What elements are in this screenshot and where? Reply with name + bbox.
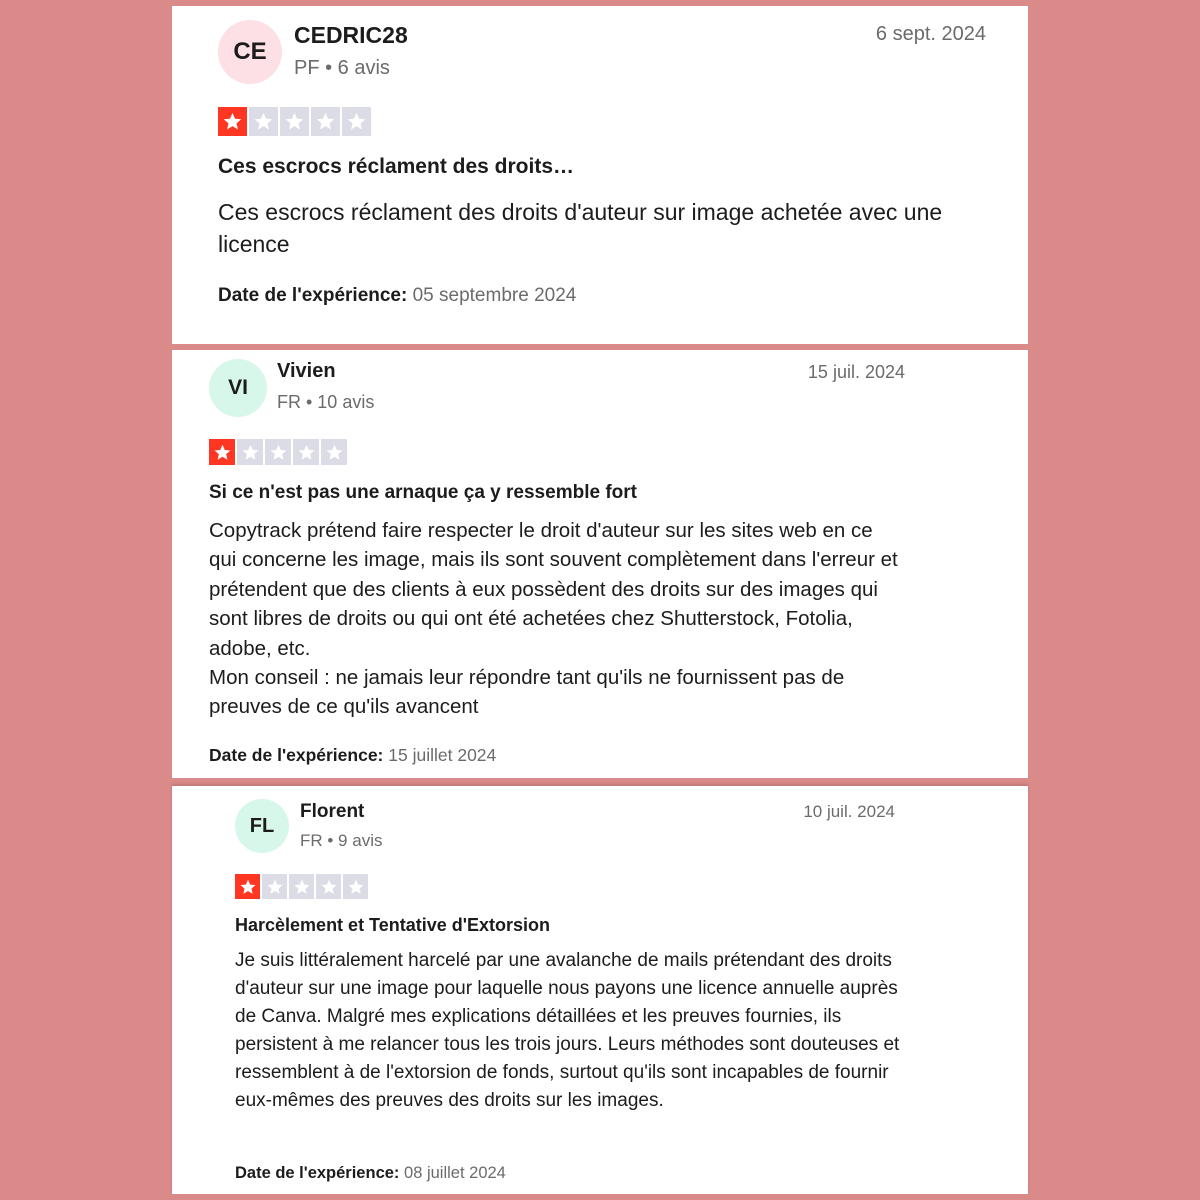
star-empty-icon [293, 439, 319, 465]
experience-date-value: 08 juillet 2024 [404, 1164, 506, 1182]
star-filled-icon [235, 874, 260, 899]
experience-date-label: Date de l'expérience: [218, 285, 408, 306]
avatar-initials: CE [233, 38, 267, 65]
review-paragraph: Mon conseil : ne jamais leur répondre tant qu'ils ne fournissent pas de preuves de ce qu'ils avancent [209, 666, 845, 719]
star-empty-icon [262, 874, 287, 899]
star-empty-icon [289, 874, 314, 899]
star-empty-icon [316, 874, 341, 899]
experience-date [218, 285, 576, 307]
reviewer-meta: FR • 10 avis [277, 392, 375, 412]
review-date: 10 juil. 2024 [803, 802, 895, 821]
review-body [235, 947, 900, 1115]
star-rating [218, 107, 373, 136]
avatar[interactable] [218, 20, 282, 84]
reviewer-meta: PF • 6 avis [294, 57, 390, 79]
review-card [172, 786, 1028, 1194]
star-empty-icon [343, 874, 368, 899]
avatar[interactable] [235, 799, 289, 853]
star-empty-icon [280, 107, 309, 136]
star-empty-icon [321, 439, 347, 465]
star-rating [209, 439, 349, 465]
experience-date-value: 15 juillet 2024 [388, 745, 497, 765]
review-body [218, 196, 988, 260]
star-rating [235, 874, 370, 899]
review-date: 6 sept. 2024 [875, 23, 986, 45]
experience-date-label: Date de l'expérience: [209, 745, 384, 765]
experience-date [209, 745, 496, 766]
review-paragraph: Ces escrocs réclament des droits d'auteur sur image achetée avec une licence [218, 199, 943, 257]
reviewer-meta: FR • 9 avis [300, 831, 383, 850]
review-card [172, 350, 1028, 778]
avatar-initials: FL [249, 814, 275, 837]
star-empty-icon [311, 107, 340, 136]
review-title[interactable]: Harcèlement et Tentative d'Extorsion [235, 915, 551, 935]
star-empty-icon [265, 439, 291, 465]
avatar-initials: VI [228, 376, 248, 399]
reviewer-name[interactable]: Vivien [277, 360, 336, 382]
experience-date-value: 05 septembre 2024 [412, 285, 577, 306]
reviewer-name[interactable]: CEDRIC28 [294, 22, 408, 48]
review-card [172, 6, 1028, 344]
review-body [209, 516, 899, 722]
star-filled-icon [209, 439, 235, 465]
review-title[interactable]: Si ce n'est pas une arnaque ça y ressemble fort [209, 482, 637, 503]
reviewer-name[interactable]: Florent [300, 801, 365, 822]
review-paragraph: Je suis littéralement harcelé par une avalanche de mails prétendant des droits d'auteur sur une image pour laquelle nous payons une licence annuelle auprès de Canva. Malgré mes explications détaillées et les preuves fournies, ils persistent à me relancer tous les trois jours. Leurs méthodes sont douteuses et ressemblent à de l'extorsion de fonds, surtout qu'ils sont incapables de fournir eux-mêmes des preuves des droits sur les images. [235, 950, 900, 1111]
star-empty-icon [237, 439, 263, 465]
star-empty-icon [342, 107, 371, 136]
review-date: 15 juil. 2024 [807, 362, 905, 382]
experience-date [235, 1164, 506, 1183]
star-empty-icon [249, 107, 278, 136]
experience-date-label: Date de l'expérience: [235, 1164, 400, 1182]
review-title[interactable]: Ces escrocs réclament des droits… [218, 155, 574, 178]
star-filled-icon [218, 107, 247, 136]
avatar[interactable] [209, 359, 267, 417]
review-paragraph: Copytrack prétend faire respecter le droit d'auteur sur les sites web en ce qui concerne les image, mais ils sont souvent complètement dans l'erreur et prétendent que des clients à eux possèdent des droits sur des images qui sont libres de droits ou qui ont été achetées chez Shutterstock, Fotolia, adobe, etc. [209, 519, 898, 660]
